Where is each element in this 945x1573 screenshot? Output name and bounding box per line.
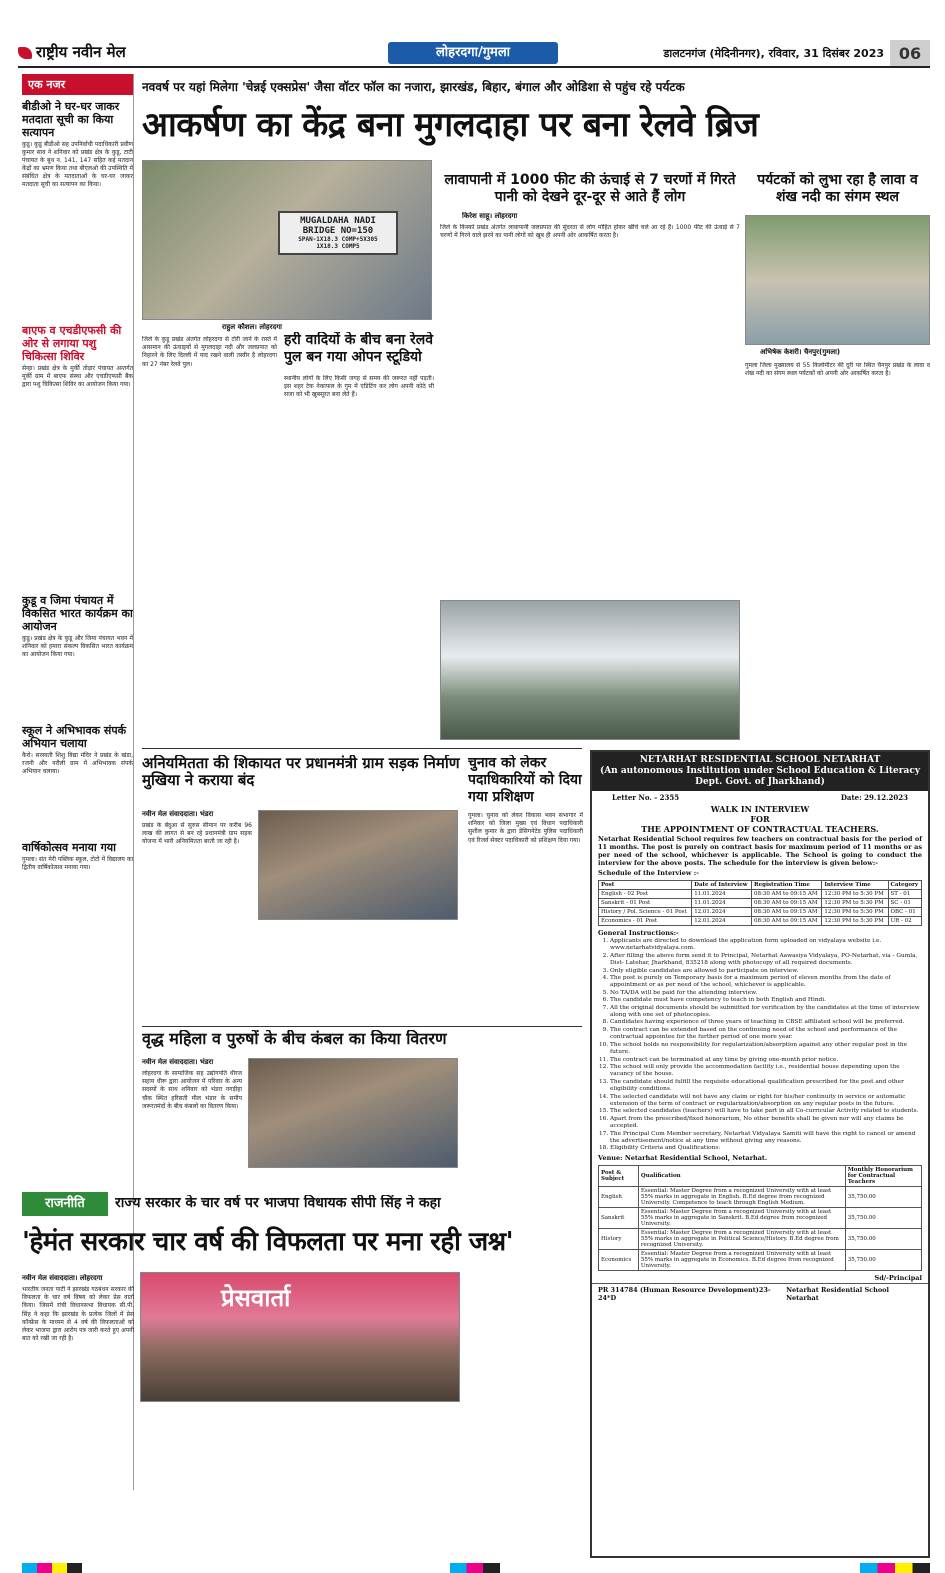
- instruction-item: 6. The candidate must have competency to teach in both English and Hindi.: [610, 997, 922, 1004]
- blanket-body: लोहरदगा के सामाजिक सह उद्योगपति धीरज सहाय धीरू द्वारा आयोजन में परिवार के अन्य सदस्यों के साथ शनिवार को भंडरा नगड़ीहा चौक स्थित हरिसती मील भंडार के समीप जरूरतमंदों के बीच कंबलों का वितरण किया।: [142, 1070, 242, 1110]
- table-row: [599, 1228, 922, 1249]
- instruction-item: 3. Only eligible candidates are allowed to participate on interview.: [610, 968, 922, 975]
- table-cell: 08:30 AM to 09:15 AM: [752, 899, 822, 908]
- inset-headline: हरी वादियों के बीच बना रेलवे पुल बन गया ओपन स्टूडियो: [284, 332, 434, 365]
- politics-headline: 'हेमंत सरकार चार वर्ष की विफलता पर मना रही जश्न': [22, 1227, 514, 1257]
- signboard-line: BRIDGE NO=150: [302, 226, 374, 236]
- table-cell: History: [599, 1228, 639, 1249]
- table-cell: Sanskrit - 01 Post: [599, 899, 692, 908]
- table-cell: 12.01.2024: [692, 908, 752, 917]
- pmgsy-body-cont: [258, 925, 458, 1020]
- brief-headline: स्कूल ने अभिभावक संपर्क अभियान चलाया: [22, 724, 127, 750]
- schedule-table: [598, 880, 922, 926]
- table-cell: 12:30 PM to 5:30 PM: [822, 917, 888, 926]
- letter-number: Letter No. - 2355: [612, 793, 680, 802]
- table-cell: 35,750.00: [845, 1186, 921, 1207]
- notice-meta: [592, 791, 928, 804]
- lavapani-byline: किरेश साहू। लोहरदगा: [462, 212, 518, 220]
- politics-tag: राजनीति: [22, 1192, 108, 1216]
- table-header: Date of Interview: [692, 881, 752, 890]
- brief-item: [22, 100, 133, 189]
- instruction-item: 9. The contract can be extended based on the continuing need of the school and performance of the contractual appointee for the further period of one more year.: [610, 1027, 922, 1042]
- instruction-item: 4. The post is purely on Temporary basis for a maximum period of eleven months from the date of appointment or as per need of the school, whichever is applicable.: [610, 975, 922, 990]
- table-cell: Economics - 01 Post: [599, 917, 692, 926]
- brief-item: [22, 724, 133, 776]
- table-cell: 08:30 AM to 09:15 AM: [752, 917, 822, 926]
- road-protest-photo: [258, 810, 458, 920]
- brief-headline: बाएफ व एचडीएफसी की ओर से लगाया पशु चिकित्सा शिविर: [22, 324, 122, 363]
- signboard-line: 1X18.3 COMP5: [316, 243, 360, 250]
- press-conference-photo: [140, 1272, 460, 1402]
- table-cell: 35,750.00: [845, 1228, 921, 1249]
- table-cell: 11.01.2024: [692, 899, 752, 908]
- registration-bar: [22, 1563, 82, 1573]
- brief-item: [22, 594, 133, 659]
- politics-body-cont: [140, 1408, 460, 1558]
- briefs-tag: एक नजर: [22, 74, 133, 95]
- instruction-item: 16. Apart from the prescribed/fixed honorarium, No other benefits shall be given nor will any claims be accepted.: [610, 1116, 922, 1131]
- page-number: 06: [890, 40, 930, 68]
- notice-signature: Sd/-Principal: [874, 1273, 922, 1282]
- instruction-item: 8. Candidates having experience of three years of teaching in CBSE affiliated school will be preferred.: [610, 1019, 922, 1026]
- dateline: डालटनगंज (मेदिनीनगर), रविवार, 31 दिसंबर 2023: [663, 47, 884, 60]
- table-cell: ST - 01: [888, 890, 922, 899]
- training-body: गुमला। चुनाव को लेकर विकास भवन सभागार में शनिवार को जिला मुख्य एवं विधान पदाधिकारी सुशील कुमार के द्वारा डेसिगनेटेड पुलिस पदाधिकारी एवं रिजर्व सेक्टर पदाधिकारी को प्रशिक्षण दिया गया।: [468, 812, 583, 844]
- brand-name: राष्ट्रीय नवीन मेल: [36, 43, 126, 61]
- registration-bar: [450, 1563, 500, 1573]
- table-cell: UR - 02: [888, 917, 922, 926]
- table-cell: 35,750.00: [845, 1207, 921, 1228]
- top-story-subheadline: नववर्ष पर यहां मिलेगा 'चेन्नई एक्सप्रेस' जैसा वॉटर फॉल का नजारा, झारखंड, बिहार, बंगाल और ओडिशा से पहुंच रहे पर्यटक: [142, 80, 685, 94]
- notice-venue: Venue: Netarhat Residential School, Netarhat.: [598, 1153, 768, 1162]
- divider: [142, 1026, 582, 1027]
- masthead: [18, 40, 930, 68]
- table-cell: 08:30 AM to 09:15 AM: [752, 908, 822, 917]
- signboard-line: SPAN-1X18.3 COMP+5X305: [298, 236, 378, 243]
- table-cell: English: [599, 1186, 639, 1207]
- qualification-table: [598, 1165, 922, 1271]
- notice-intro: Netarhat Residential School requires few teachers on contractual basis for the period of 11 months. The post is purely on contract basis for maximum period of 11 months or as per need of the school, whichever is applicable. The School is going to conduct the interview for the above posts. The schedule for the interview is given below:-: [598, 835, 922, 867]
- table-cell: Essential: Master Degree from a recognized University with at least 55% marks in aggregate in Political Science/History. B.Ed degree from recognized University.: [638, 1228, 845, 1249]
- politics-body: भारतीय जनता पार्टी ने झारखंड गठबंधन सरकार की विफलता के चार वर्ष विषय को लेकर प्रेस वार्ता किया। जिसमें रांची विधानसभा विधायक सी.पी. सिंह ने कहा कि झारखंड के प्रत्येक जिलों में प्रेस कॉन्फ्रेंस के माध्यम से 4 वर्ष की विफलताओं को लेकर भाजपा द्वारा आरोप पत्र जारी करते हुए अपनी बात को रखी जा रही है।: [22, 1286, 134, 1343]
- table-row: [599, 908, 922, 917]
- table-header: Interview Time: [822, 881, 888, 890]
- instructions-list: [592, 938, 928, 1153]
- instruction-item: 12. The school will only provide the accommodation facility i.e., residential house depending upon the vacancy of the house.: [610, 1064, 922, 1079]
- table-cell: 35,750.00: [845, 1249, 921, 1270]
- table-row: [599, 1207, 922, 1228]
- table-cell: History / Pol. Science - 01 Post: [599, 908, 692, 917]
- signboard-line: MUGALDAHA NADI: [300, 216, 376, 226]
- notice-subtitle: (An autonomous Institution under School Education & Literacy Dept. Govt. of Jharkhand): [599, 766, 921, 787]
- bird-logo-icon: [18, 47, 32, 59]
- politics-byline: नवीन मेल संवाददाता। लोहरदगा: [22, 1274, 103, 1282]
- walk-in-interview-notice: [590, 750, 930, 1558]
- brief-body: सेन्हा। प्रखंड क्षेत्र के मुर्की तोड़ार पंचायत अन्तर्गत मुर्की ग्राम में बाएफ संस्था और एचडीएफसी बैंक द्वारा पशु चिकित्सा शिविर का आयोजन किया गया।: [22, 365, 133, 388]
- brief-body: कुडू। प्रखंड क्षेत्र के कुडू और जिमा पंचायत भवन में शनिवार को हमारा संकल्प विकसित भारत कार्यक्रम का आयोजन किया गया।: [22, 635, 133, 658]
- notice-heading: FOR: [750, 814, 770, 824]
- notice-org: Netarhat Residential School Netarhat: [786, 1285, 889, 1302]
- brief-body: कुडू। कुडू बीडीओ सह उपनिर्वाची पदाधिकारी प्रवीण कुमार साव ने शनिवार को प्रखंड क्षेत्र के कुडू, टाटी पंचायत के बूथ न. 141, 147 सहित कई मतदान केंद्रों का भ्रमण किया तथा बीएलओ की उपस्थिति में संबंधित क्षेत्र के मतदाताओं के घर-घर जाकर मतदाता सूची का सत्यापन का किया।: [22, 141, 133, 188]
- notice-header: [592, 752, 928, 791]
- instruction-item: 18. Eligibility Criteria and Qualifications:: [610, 1145, 922, 1152]
- instruction-item: 1. Applicants are directed to download the application form uploaded on vidyalaya website i.e. www.netarhatvidyalaya.com.: [610, 938, 922, 953]
- instruction-item: 13. The candidate should fulfill the requisite educational qualification prescribed for the post and other eligibility conditions.: [610, 1079, 922, 1094]
- table-cell: Sanskrit: [599, 1207, 639, 1228]
- table-cell: 12:30 PM to 5:30 PM: [822, 890, 888, 899]
- table-header-row: [599, 881, 922, 890]
- table-row: [599, 1249, 922, 1270]
- confluence-headline: पर्यटकों को लुभा रहा है लावा व शंख नदी का संगम स्थल: [757, 172, 918, 205]
- brief-item: [22, 841, 133, 872]
- politics-body-cont2: [466, 1272, 584, 1558]
- table-cell: 12.01.2024: [692, 917, 752, 926]
- table-cell: Economics: [599, 1249, 639, 1270]
- brief-headline: बीडीओ ने घर-घर जाकर मतदाता सूची का किया सत्यापन: [22, 100, 120, 139]
- blanket-body-cont: [465, 1058, 583, 1183]
- section-tag: लोहरदगा/गुमला: [388, 42, 558, 64]
- table-row: [599, 890, 922, 899]
- confluence-body: गुमला जिला मुख्यालय से 55 किलोमीटर की दूरी पर स्थित चैनपुर प्रखंड के लावा व शंख नदी का संगम स्थल पर्यटकों को अपनी ओर आकर्षित करता है।: [745, 362, 930, 378]
- table-cell: 12:30 PM to 5:30 PM: [822, 908, 888, 917]
- photo-credit: राहुल कौशल। लोहरदगा: [222, 323, 282, 331]
- top-story-headline: आकर्षण का केंद्र बना मुगलदाहा पर बना रेलवे ब्रिज: [142, 105, 759, 145]
- brief-headline: कुडू व जिमा पंचायत में विकसित भारत कार्यक्रम का आयोजन: [22, 594, 133, 633]
- table-cell: Essential: Master Degree from a recognized University with at least 55% marks in aggregate in English. B.Ed degree from recognized University. Competence to teach through English Medium.: [638, 1186, 845, 1207]
- table-cell: Essential: Master Degree from a recognized University with at least 55% marks in aggregate in Sanskrit. B.Ed degree from recognized University.: [638, 1207, 845, 1228]
- schedule-label: Schedule of the Interview :-: [598, 869, 699, 877]
- river-confluence-photo: [745, 215, 930, 345]
- brief-item: [22, 324, 133, 389]
- table-header-row: [599, 1165, 922, 1186]
- notice-date: Date: 29.12.2023: [840, 793, 908, 802]
- table-header: Registration Time: [752, 881, 822, 890]
- politics-kicker: राज्य सरकार के चार वर्ष पर भाजपा विधायक सीपी सिंह ने कहा: [115, 1195, 441, 1211]
- confluence-photo-credit: अभिषेक केशरी। चैनपुर(गुमला): [760, 348, 841, 356]
- brief-body: गुमला। संत मेरी पब्लिक स्कूल, टोटो में विद्यालय का द्वितीय वार्षिकोत्सव मनाया गया।: [22, 856, 133, 871]
- table-row: [599, 899, 922, 908]
- instructions-label: General Instructions:-: [598, 929, 679, 937]
- pmgsy-body: प्रखंड के बेंदुआ से सुरुस सीमान पर करीब 96 लाख की लागत से बन रहे प्रधानमंत्री ग्राम सड़क योजना में भारी अनियमितता बरती जा रही है।: [142, 822, 252, 846]
- notice-footer: [592, 1283, 928, 1304]
- table-row: [599, 917, 922, 926]
- pmgsy-byline: नवीन मेल संवाददाता। भंडरा: [142, 810, 214, 818]
- registration-bar: [860, 1563, 930, 1573]
- notice-heading: THE APPOINTMENT OF CONTRACTUAL TEACHERS.: [641, 824, 879, 834]
- table-header: Post & Subject: [599, 1165, 639, 1186]
- instruction-item: 11. The contract can be terminated at any time by giving one-month prior notice.: [610, 1057, 922, 1064]
- table-header: Monthly Honorarium for Contractual Teachers: [845, 1165, 921, 1186]
- notice-heading: WALK IN INTERVIEW: [710, 804, 810, 814]
- blanket-byline: नवीन मेल संवाददाता। भंडरा: [142, 1058, 214, 1066]
- brief-headline: वार्षिकोत्सव मनाया गया: [22, 841, 117, 854]
- inset-body: स्थानीय लोगों के लिए किसी जगह से समय की जरूरत नहीं पड़ती। इस शहर टेक नेकाफल के गुम में एडिटिंग कर लोग अपनी कोठे सी सजा को भी खूबसूरत बना लेते हैं।: [284, 375, 434, 399]
- instruction-item: 17. The Principal Cum Member secretary, Netarhat Vidyalaya Samiti will have the right to cancel or amend the advertisement/notice at any time without giving any reasons.: [610, 1131, 922, 1146]
- lavapani-body: जिले के किस्को प्रखंड अंतर्गत लावापानी जलप्रपात की सुंदरता से लोग मोहित होकर खींचे चले आ रहे हैं। 1000 फीट की ऊंचाई से 7 चरणों में गिरने वाले झरने का पानी लोगों को खूब ही अपनी ओर आकर्षित करता है।: [440, 224, 740, 240]
- table-header: Post: [599, 881, 692, 890]
- top-story-body: जिले के कुडू प्रखंड अंतर्गत लोहरदगा से टोरी जाने के रास्ते में आसमान की ऊंचाइयों से मुगलदाहा नदी और जलप्रपात को निहारने के लिए दिल्ली में याद रखने वाली तस्वीर है लोहरदगा का 27 नंबर रेलवे पुल।: [142, 336, 277, 368]
- waterfall-photo: [440, 600, 740, 740]
- divider: [142, 748, 582, 749]
- brief-body: कैरो। सरस्वती शिशु विद्या मंदिर ने प्रखंड के खंडा, रजनी और नरौली ग्राम में अभिभावक संपर्क अभियान चलाया।: [22, 752, 133, 775]
- pmgsy-headline: अनियमितता की शिकायत पर प्रधानमंत्री ग्राम सड़क निर्माण मुखिया ने कराया बंद: [142, 755, 460, 789]
- bridge-signboard: [278, 211, 398, 255]
- blanket-headline: वृद्ध महिला व पुरुषों के बीच कंबल का किया वितरण: [142, 1030, 447, 1048]
- table-cell: English - 02 Post: [599, 890, 692, 899]
- pr-number: PR 314784 (Human Resource Development)23-24*D: [598, 1285, 771, 1302]
- table-row: [599, 1186, 922, 1207]
- table-cell: 12:30 PM to 5:30 PM: [822, 899, 888, 908]
- instruction-item: 15. The selected candidates (teachers) will have to take part in all Co-curricular Activity related to students.: [610, 1108, 922, 1115]
- table-header: Qualification: [638, 1165, 845, 1186]
- railway-bridge-photo: [142, 160, 432, 320]
- table-cell: Essential: Master Degree from a recognized University with at least 55% marks in aggregate in Economics. B.Ed degree from recognized University.: [638, 1249, 845, 1270]
- newspaper-brand: [18, 42, 126, 62]
- notice-title: NETARHAT RESIDENTIAL SCHOOL NETARHAT: [639, 755, 881, 765]
- instruction-item: 5. No TA/DA will be paid for the attending interview.: [610, 990, 922, 997]
- table-cell: OBC - 01: [888, 908, 922, 917]
- blanket-distribution-photo: [248, 1058, 458, 1168]
- instruction-item: 14. The selected candidate will not have any claim or right for his/her continuity in service or automatic extension of the term of contract or regularization/absorption on any regular posts in the future.: [610, 1094, 922, 1109]
- instruction-item: 2. After filling the above form send it to Principal, Netarhat Aawasiya Vidyalaya, PO-Netarhat, via - Gumla, Dist- Latehar, Jharkhand, 835218 along with photocopy of all required documents.: [610, 953, 922, 968]
- table-cell: SC - 01: [888, 899, 922, 908]
- instruction-item: 7. All the original documents should be submitted for verification by the candidates at the time of interview along with one set of photocopies.: [610, 1005, 922, 1020]
- table-cell: 11.01.2024: [692, 890, 752, 899]
- table-header: Category: [888, 881, 922, 890]
- instruction-item: 10. The school holds no responsibility for regularization/absorption against any other regular post in the future.: [610, 1042, 922, 1057]
- training-headline: चुनाव को लेकर पदाधिकारियों को दिया गया प्रशिक्षण: [468, 755, 582, 805]
- table-cell: 08:30 AM to 09:15 AM: [752, 890, 822, 899]
- lavapani-headline: लावापानी में 1000 फीट की ऊंचाई से 7 चरणों में गिरते पानी को देखने दूर-दूर से आते हैं लोग: [444, 172, 736, 205]
- press-banner: प्रेसवार्ता: [221, 1284, 291, 1312]
